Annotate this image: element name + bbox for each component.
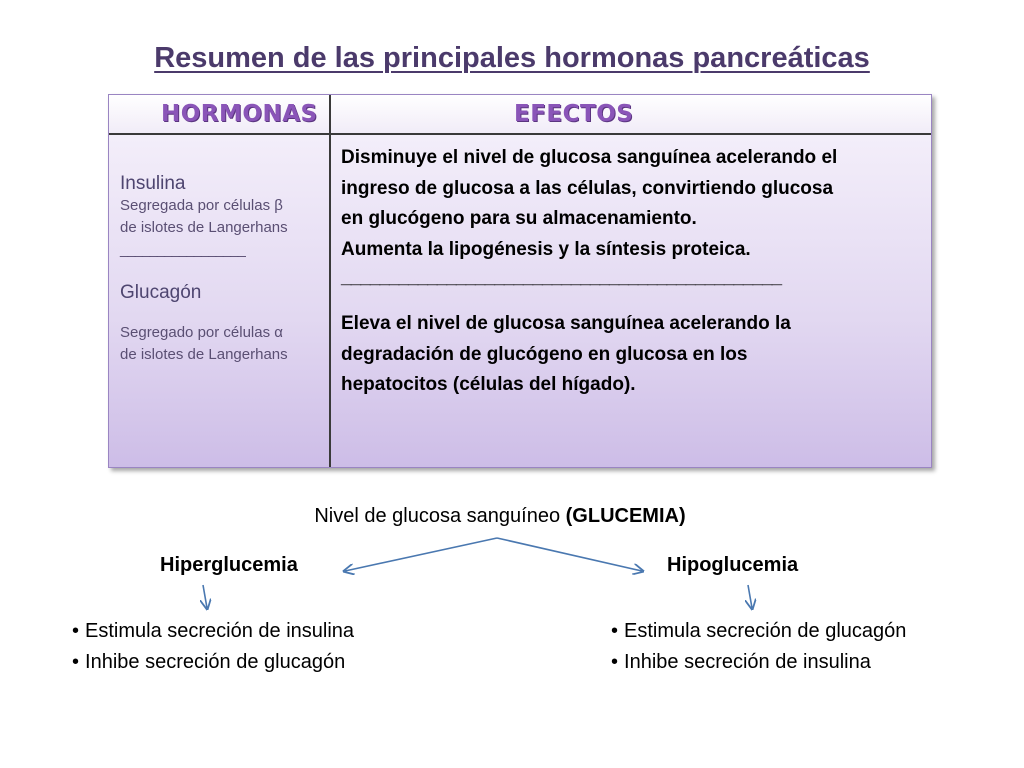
arrow-to-hipoglucemia <box>497 538 642 571</box>
header-efectos: EFECTOS <box>514 101 634 127</box>
hormones-table <box>108 94 932 468</box>
glucemia-label <box>0 505 1000 528</box>
hormones-separator: _________________ <box>120 241 245 258</box>
hipoglucemia-bullets <box>611 616 906 678</box>
effects-cell <box>341 143 931 401</box>
hiperglucemia-label: Hiperglucemia <box>160 554 298 576</box>
hormone-name-glucagon: Glucagón <box>120 282 202 303</box>
hormone-desc-glucagon-1: Segregado por células α <box>120 324 283 341</box>
hiperglucemia-bullets <box>72 616 354 678</box>
hormone-desc-glucagon-2: de islotes de Langerhans <box>120 346 288 363</box>
effect-insulina-line-3: en glucógeno para su almacenamiento. <box>341 208 697 229</box>
list-item: • Estimula secreción de glucagón <box>611 616 906 647</box>
effect-glucagon-line-1: Eleva el nivel de glucosa sanguínea acelerando la <box>341 313 791 334</box>
header-hormonas: HORMONAS <box>161 101 318 127</box>
list-item: • Inhibe secreción de glucagón <box>72 647 354 678</box>
effect-glucagon-line-2: degradación de glucógeno en glucosa en los <box>341 343 748 365</box>
hipoglucemia-label: Hipoglucemia <box>667 554 799 576</box>
effects-separator: ______________________________________________ <box>341 267 782 288</box>
arrow-down-left <box>203 585 207 608</box>
effect-insulina-line-2: ingreso de glucosa a las células, convirtiendo glucosa <box>341 177 834 199</box>
hormone-name-insulina: Insulina <box>120 173 186 194</box>
arrow-to-hiperglucemia <box>345 538 497 571</box>
hormone-desc-insulina-1: Segregada por células β <box>120 197 283 214</box>
glucemia-label-bold: (GLUCEMIA) <box>565 505 686 527</box>
list-item: • Estimula secreción de insulina <box>72 616 354 647</box>
effect-glucagon-line-3: hepatocitos (células del hígado). <box>341 374 636 395</box>
effect-insulina-line-4: Aumenta la lipogénesis y la síntesis proteica. <box>341 238 751 260</box>
effect-insulina-line-1: Disminuye el nivel de glucosa sanguínea acelerando el <box>341 147 838 168</box>
column-divider <box>329 95 331 467</box>
hormone-desc-insulina-2: de islotes de Langerhans <box>120 219 288 236</box>
list-item: • Inhibe secreción de insulina <box>611 647 906 678</box>
arrow-down-right <box>748 585 752 608</box>
hormones-cell <box>120 173 325 366</box>
glucemia-label-text: Nivel de glucosa sanguíneo <box>314 505 566 527</box>
table-header-row <box>109 95 931 135</box>
slide-title: Resumen de las principales hormonas pancreáticas <box>154 42 870 74</box>
